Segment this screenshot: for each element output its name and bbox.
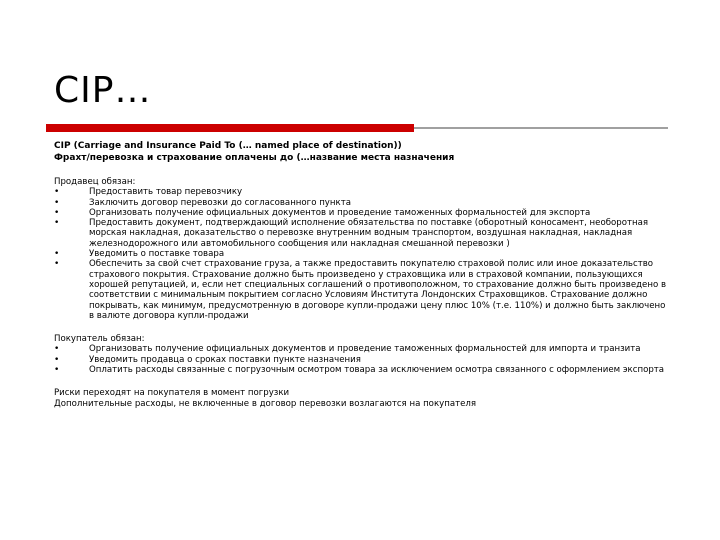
- list-item: • Обеспечить за свой счет страхование груза, а также предоставить покупателю страховой полис или иное доказательство страхового покрытия. Страхование должно быть произведено у страховщика или в страховой компании, пользующихся хорошей репутацией, и, если нет специальных соглашений о противоположном, то страхование должно быть произведено в соответствии с минимальным покрытием согласно Условиям Института Лондонских Страховщиков. Страхование должно покрывать, как минимум, предусмотренную в договоре купли-продажи цену плюс 10% (т.е. 110%) и должно быть заключено в валюте договора купли-продажи: [54, 259, 670, 321]
- list-item: • Предоставить товар перевозчику: [54, 187, 670, 197]
- title-underline-red: [46, 124, 414, 132]
- seller-list: [54, 187, 670, 321]
- list-item: • Заключить договор перевозки до согласованного пункта: [54, 198, 670, 208]
- buyer-list: [54, 344, 670, 375]
- risks-note: Риски переходят на покупателя в момент погрузки: [54, 388, 290, 399]
- slide-title: CIP…: [54, 70, 152, 111]
- buyer-section: [54, 334, 670, 375]
- seller-section: [54, 177, 670, 321]
- buyer-label: Покупатель обязан:: [54, 334, 145, 345]
- seller-label: Продавец обязан:: [54, 177, 136, 187]
- list-item: • Уведомить о поставке товара: [54, 249, 670, 259]
- slide-body: [54, 141, 670, 409]
- footer-notes: [54, 388, 670, 409]
- term-english: CIP (Carriage and Insurance Paid To (… named place of destination)): [54, 141, 402, 151]
- list-item: • Уведомить продавца о сроках поставки пункте назначения: [54, 355, 670, 365]
- list-item: • Организовать получение официальных документов и проведение таможенных формальностей для импорта и транзита: [54, 344, 670, 354]
- list-item: • Организовать получение официальных документов и проведение таможенных формальностей для экспорта: [54, 208, 670, 218]
- term-russian: Фрахт/перевозка и страхование оплачены до (…название места назначения: [54, 152, 455, 163]
- list-item: • Предоставить документ, подтверждающий исполнение обязательства по поставке (оборотный коносамент, необоротная морская накладная, доказательство о перевозке внутренним водным транспортом, воздушная накладная, накладная железнодорожного или автомобильного сообщения или накладная смешанной перевозки ): [54, 218, 670, 249]
- list-item: • Оплатить расходы связанные с погрузочным осмотром товара за исключением осмотра связанного с оформлением экспорта: [54, 365, 670, 375]
- extra-costs-note: Дополнительные расходы, не включенные в договор перевозки возлагаются на покупателя: [54, 398, 477, 409]
- title-underline-gray: [414, 127, 668, 129]
